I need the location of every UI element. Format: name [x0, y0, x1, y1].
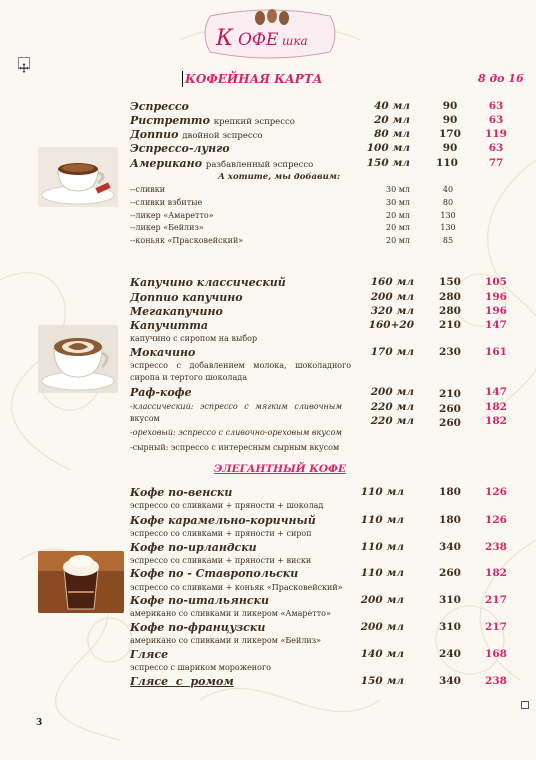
menu-item-volume: 220 мл [370, 415, 414, 427]
opening-hours: 8 до 16 [478, 72, 524, 85]
logo-text-suffix: шка [282, 34, 308, 48]
section-title-elegant-coffee: ЭЛЕГАНТНЫЙ КОФЕ [214, 463, 346, 475]
menu-item-name: Кофе по-венски [130, 486, 233, 499]
menu-item-price: 126 [485, 514, 507, 526]
menu-item-price: 182 [485, 401, 507, 413]
menu-item-name: Глясе с ромом [130, 675, 234, 688]
addon-name: --коньяк «Прасковейский» [130, 236, 244, 245]
menu-item-grams: 90 [442, 142, 458, 154]
menu-item-grams: 240 [439, 648, 461, 660]
addon-name: --ликер «Амаретто» [130, 211, 214, 220]
menu-item-price: 238 [485, 541, 507, 553]
menu-item-grams: 310 [439, 621, 461, 633]
menu-item-grams: 340 [439, 541, 461, 553]
addon-price: 130 [440, 223, 456, 232]
menu-item-desc: эспрессо с шариком мороженого [130, 663, 271, 672]
menu-item-desc: разбавленный эспрессо [205, 160, 314, 170]
addon-name: --ликер «Бейлиз» [130, 223, 204, 232]
menu-item-volume: 200 мл [370, 386, 414, 398]
menu-item-title: Американо [130, 157, 203, 170]
logo-text-main: ОФЕ [238, 30, 279, 50]
menu-item-grams: 210 [439, 319, 461, 331]
addon-name: --сливки взбитые [130, 198, 203, 207]
menu-item-volume: 170 мл [370, 346, 414, 358]
menu-item-volume: 160 мл [370, 276, 414, 288]
menu-item-volume: 200 мл [360, 594, 404, 606]
menu-item-price: 77 [488, 157, 504, 169]
addon-volume: 20 мл [385, 223, 411, 232]
menu-item-name: Кофе по-итальянски [130, 594, 269, 607]
menu-item-volume: 220 мл [370, 401, 414, 413]
menu-item-volume: 160+20 [368, 319, 414, 331]
menu-item-price: 217 [485, 621, 507, 633]
menu-item-grams: 170 [439, 128, 461, 140]
menu-item-desc: эспрессо с добавлением молока, шоколадного [130, 361, 352, 370]
menu-item-price: 126 [485, 486, 507, 498]
raf-variant-cheese: -сырный: эспрессо с интересным сырным вкусом [130, 443, 340, 452]
page-number: 3 [36, 718, 43, 728]
menu-item-name: Эспрессо [130, 100, 189, 113]
menu-item-name: Кофе карамельно-коричный [130, 514, 316, 527]
espresso-cup-photo [38, 147, 118, 207]
menu-item-grams: 260 [439, 417, 461, 429]
menu-item-price: 105 [485, 276, 507, 288]
menu-item-desc: эспрессо со сливками + пряности + шоколад [130, 501, 324, 510]
menu-item-title: Ристретто [130, 114, 210, 127]
menu-item-price: 161 [485, 346, 507, 358]
menu-item-grams: 280 [439, 305, 461, 317]
menu-item-desc: эспрессо со сливками + коньяк «Прасковейский» [130, 583, 343, 592]
menu-item-name: Кофе по-французски [130, 621, 266, 634]
addon-price: 40 [442, 185, 454, 194]
menu-item-price: 217 [485, 594, 507, 606]
logo [200, 8, 340, 60]
menu-item-name: Мегакапучино [130, 305, 223, 318]
menu-item-name [130, 128, 263, 141]
menu-item-volume: 20 мл [374, 114, 410, 126]
menu-item-volume: 320 мл [370, 305, 414, 317]
menu-item-desc: двойной эспрессо [182, 131, 263, 141]
addon-price: 130 [440, 211, 456, 220]
menu-item-title: Доппио [130, 128, 179, 141]
move-handle-icon[interactable] [18, 57, 30, 69]
menu-item-name: Глясе [130, 648, 169, 661]
menu-item-grams: 230 [439, 346, 461, 358]
addon-price: 85 [442, 236, 454, 245]
menu-item-desc: эспрессо со сливками + пряности + виски [130, 556, 312, 565]
addon-name: --сливки [130, 185, 166, 194]
irish-coffee-photo [38, 551, 124, 613]
menu-item-price: 196 [485, 291, 507, 303]
menu-item-price: 119 [485, 128, 507, 140]
menu-item-desc: крепкий эспрессо [213, 117, 295, 127]
menu-item-volume: 80 мл [374, 128, 410, 140]
menu-item-volume: 100 мл [366, 142, 410, 154]
menu-item-name: Раф-кофе [130, 386, 192, 399]
raf-variant-classic: -классический: эспрессо с мягким сливочным [130, 402, 342, 411]
menu-item-name: Кофе по - Ставропольски [130, 567, 299, 580]
menu-item-grams: 90 [442, 100, 458, 112]
addons-title: А хотите, мы добавим: [218, 172, 341, 182]
page-title: КОФЕЙНАЯ КАРТА [185, 72, 323, 86]
menu-item-price: 147 [485, 319, 507, 331]
raf-variant-nut: -ореховый: эспрессо с сливочно-ореховым вкусом [130, 428, 342, 437]
menu-item-name [130, 157, 313, 170]
coffee-bean-icon [255, 11, 265, 25]
menu-item-grams: 90 [442, 114, 458, 126]
menu-item-volume: 110 мл [360, 514, 404, 526]
menu-item-grams: 210 [439, 388, 461, 400]
menu-item-grams: 340 [439, 675, 461, 687]
cappuccino-photo [38, 325, 118, 393]
menu-item-grams: 180 [439, 514, 461, 526]
menu-item-price: 168 [485, 648, 507, 660]
addon-volume: 20 мл [385, 236, 411, 245]
menu-item-price: 63 [488, 100, 504, 112]
menu-item-volume: 110 мл [360, 541, 404, 553]
menu-item-volume: 200 мл [370, 291, 414, 303]
menu-item-grams: 280 [439, 291, 461, 303]
menu-item-desc: капучино с сиропом на выбор [130, 334, 258, 343]
menu-item-price: 182 [485, 567, 507, 579]
menu-item-volume: 150 мл [360, 675, 404, 687]
addon-volume: 20 мл [385, 211, 411, 220]
menu-item-price: 147 [485, 386, 507, 398]
menu-item-desc: эспрессо со сливками + пряности + сироп [130, 529, 312, 538]
menu-item-volume: 200 мл [360, 621, 404, 633]
menu-item-price: 196 [485, 305, 507, 317]
text-cursor [182, 71, 183, 87]
menu-item-volume: 150 мл [366, 157, 410, 169]
menu-item-name: Доппио капучино [130, 291, 243, 304]
menu-item-price: 63 [488, 114, 504, 126]
menu-item-name: Капучитта [130, 319, 208, 332]
menu-item-grams: 150 [439, 276, 461, 288]
addon-volume: 30 мл [385, 185, 411, 194]
menu-item-name: Мокачино [130, 346, 196, 359]
menu-item-volume: 40 мл [374, 100, 410, 112]
menu-item-grams: 110 [436, 157, 458, 169]
menu-item-name: Капучино классический [130, 276, 286, 289]
raf-variant-classic-cont: вкусом [130, 414, 160, 423]
logo-letter-k: К [216, 26, 234, 51]
menu-item-grams: 260 [439, 403, 461, 415]
menu-item-desc: сиропа и тертого шоколада [130, 373, 247, 382]
addon-volume: 30 мл [385, 198, 411, 207]
menu-item-price: 63 [488, 142, 504, 154]
menu-item-price: 182 [485, 415, 507, 427]
menu-item-name: Кофе по-ирландски [130, 541, 257, 554]
menu-item-grams: 310 [439, 594, 461, 606]
resize-handle-icon[interactable] [521, 701, 529, 709]
menu-item-desc: американо со сливками и ликером «Амаретто» [130, 609, 331, 618]
menu-item-grams: 260 [439, 567, 461, 579]
menu-item-volume: 110 мл [360, 567, 404, 579]
menu-item-price: 238 [485, 675, 507, 687]
menu-item-volume: 110 мл [360, 486, 404, 498]
menu-item-name [130, 114, 295, 127]
menu-item-grams: 180 [439, 486, 461, 498]
menu-item-desc: американо со сливками и ликером «Бейлиз» [130, 636, 321, 645]
menu-item-name: Эспрессо-лунго [130, 142, 230, 155]
menu-item-volume: 140 мл [360, 648, 404, 660]
addon-price: 80 [442, 198, 454, 207]
